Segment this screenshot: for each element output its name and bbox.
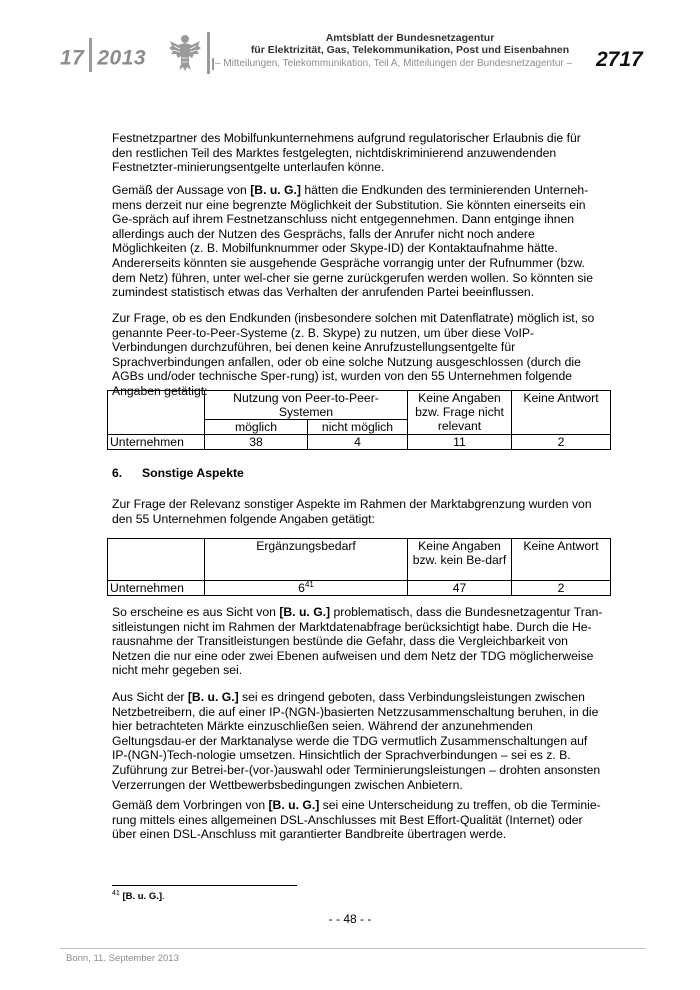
gazette-title: Amtsblatt der Bundesnetzagentur bbox=[325, 32, 495, 44]
federal-eagle-icon bbox=[168, 32, 202, 72]
gazette-page-number: 2717 bbox=[596, 48, 643, 71]
footer-divider bbox=[60, 948, 646, 949]
paragraph-6: Aus Sicht der [B. u. G.] sei es dringend geboten, dass Verbindungsleistungen zwischen Netzbetreibern, die auf einer IP-(NGN-)basierten Netzzusammenschaltung beruhen, in die hier betrachteten Märkte einzuschließen seien. Während der anzunehmenden Geltungsdau-er der Marktanalyse werde die TDG vermutlich Zusammenschaltungen auf IP-(NGN-)Tech-nologie umsetzen. Hinsichtlich der Sprachverbindungen – sei es z. B. Zuführung zur Betrei-ber-(vor-)auswahl oder Terminierungsleistungen – drohten ansonsten Verzerrungen der Wettbewerbsbedingungen zwischen Anbietern. bbox=[112, 690, 601, 792]
header-no-info: Keine Angaben bzw. Frage nicht relevant bbox=[408, 391, 512, 435]
value-no-answer: 2 bbox=[512, 581, 611, 596]
value-no-info: 47 bbox=[408, 581, 512, 596]
table-other-aspects bbox=[107, 538, 611, 596]
paragraph-1: Festnetzpartner des Mobilfunkunternehmens aufgrund regulatorischer Erlaubnis die für den restlichen Teil des Marktes festgelegten, nichtdiskriminierend anzuwendenden Festnetzter-minierungsentgelte unterlaufen könne. bbox=[112, 131, 581, 175]
paragraph-2: Gemäß der Aussage von [B. u. G.] hätten die Endkunden des terminierenden Unterneh-mens derzeit nur eine begrenzte Möglichkeit der Substitution. Sie könnten einerseits ein Ge-spräch auf ihrem Festnetzanschluss nicht entgegennehmen. Dann entginge ihnen allerdings auch der Nutzen des Gesprächs, falls der Anrufer nicht noch andere Möglichkeiten (z. B. Mobilfunknummer oder Skype-ID) der Kontaktaufnahme hätte. Andererseits könnten sie ausgehende Gespräche vorrangig unter der Rufnummer (bzw. dem Netz) führen, unter wel-cher sie gerne zurückgerufen werden wollen. So könnten sie zumindest statistisch etwas das Verhalten der anrufenden Partei beeinflussen. bbox=[112, 183, 593, 300]
value-no-info: 11 bbox=[408, 435, 512, 450]
header-divider-small bbox=[212, 58, 214, 70]
subheader-possible: möglich bbox=[205, 420, 308, 435]
header-no-answer: Keine Antwort bbox=[512, 539, 611, 581]
gazette-subtitle: für Elektrizität, Gas, Telekommunikation, Post und Eisenbahnen bbox=[250, 44, 570, 56]
page-label: - - 48 - - bbox=[328, 912, 372, 926]
paragraph-3: Zur Frage, ob es den Endkunden (insbesondere solchen mit Datenflatrate) möglich ist, so genannte Peer-to-Peer-Systeme (z. B. Skype) zu nutzen, um über diese VoIP-Verbindungen durchzuführen, bei denen keine Anrufzustellungsentgelte für Sprachverbindungen anfallen, oder ob eine solche Nutzung ausgeschlossen (durch die AGBs und/oder technische Sper-rung) ist, wurden von den 55 Unternehmen folgende Angaben getätigt: bbox=[112, 311, 595, 398]
table-row bbox=[108, 435, 611, 450]
header-usage: Nutzung von Peer-to-Peer-Systemen bbox=[205, 391, 408, 420]
footnote: $^{41}$ [B. u. G.]. bbox=[112, 890, 165, 902]
footer-date: Bonn, 11. September 2013 bbox=[66, 953, 179, 964]
party-reference: [B. u. G.] bbox=[187, 690, 239, 704]
issue-number: 17 2013 bbox=[60, 46, 146, 72]
value-need: $6^{41}$ bbox=[205, 581, 408, 596]
table-peer-to-peer bbox=[107, 390, 611, 450]
table-corner-cell bbox=[108, 539, 205, 581]
header-need: Ergänzungsbedarf bbox=[205, 539, 408, 581]
table-corner-cell bbox=[108, 391, 205, 435]
paragraph-5: So erscheine es aus Sicht von [B. u. G.] problematisch, dass die Bundesnetzagentur Tran-sitleistungen nicht im Rahmen der Marktdatenabfrage berücksichtigt habe. Durch die He-rausnahme der Transitleistungen bestünde die Gefahr, dass die Vergleichbarkeit von Netzen die nur eine oder zwei Ebenen aufweisen und dem Netz der TDG möglicherweise nicht mehr gegeben sei. bbox=[112, 605, 603, 678]
section-heading: 6. Sonstige Aspekte bbox=[112, 466, 244, 480]
subheader-not-possible: nicht möglich bbox=[308, 420, 408, 435]
paragraph-4: Zur Frage der Relevanz sonstiger Aspekte im Rahmen der Marktabgrenzung wurden von den 55 Unternehmen folgende Angaben getätigt: bbox=[112, 497, 592, 526]
value-no-answer: 2 bbox=[512, 435, 611, 450]
issue-year: 2013 bbox=[97, 46, 147, 70]
footnote-ref[interactable]: 41 bbox=[304, 580, 314, 589]
table-row bbox=[108, 581, 611, 596]
paragraph-7: Gemäß dem Vorbringen von [B. u. G.] sei eine Unterscheidung zu treffen, ob die Terminie-rung mittels eines allgemeinen DSL-Anschlusses mit Best Effort-Qualität (Internet) oder über einen DSL-Anschluss mit garantierter Bandbreite übertragen werde. bbox=[112, 798, 601, 842]
footnote-divider bbox=[112, 885, 297, 886]
row-label: Unternehmen bbox=[108, 581, 205, 596]
row-label: Unternehmen bbox=[108, 435, 205, 450]
header-no-answer: Keine Antwort bbox=[512, 391, 611, 435]
header-no-info: Keine Angaben bzw. kein Be-darf bbox=[408, 539, 512, 581]
party-reference: [B. u. G.] bbox=[268, 798, 320, 812]
party-reference: [B. u. G.] bbox=[279, 605, 331, 619]
value-possible: 38 bbox=[205, 435, 308, 450]
party-reference: [B. u. G.] bbox=[250, 183, 301, 197]
gazette-section: – Mitteilungen, Telekommunikation, Teil A, Mitteilungen der Bundesnetzagentur – bbox=[215, 58, 573, 69]
value-not-possible: 4 bbox=[308, 435, 408, 450]
